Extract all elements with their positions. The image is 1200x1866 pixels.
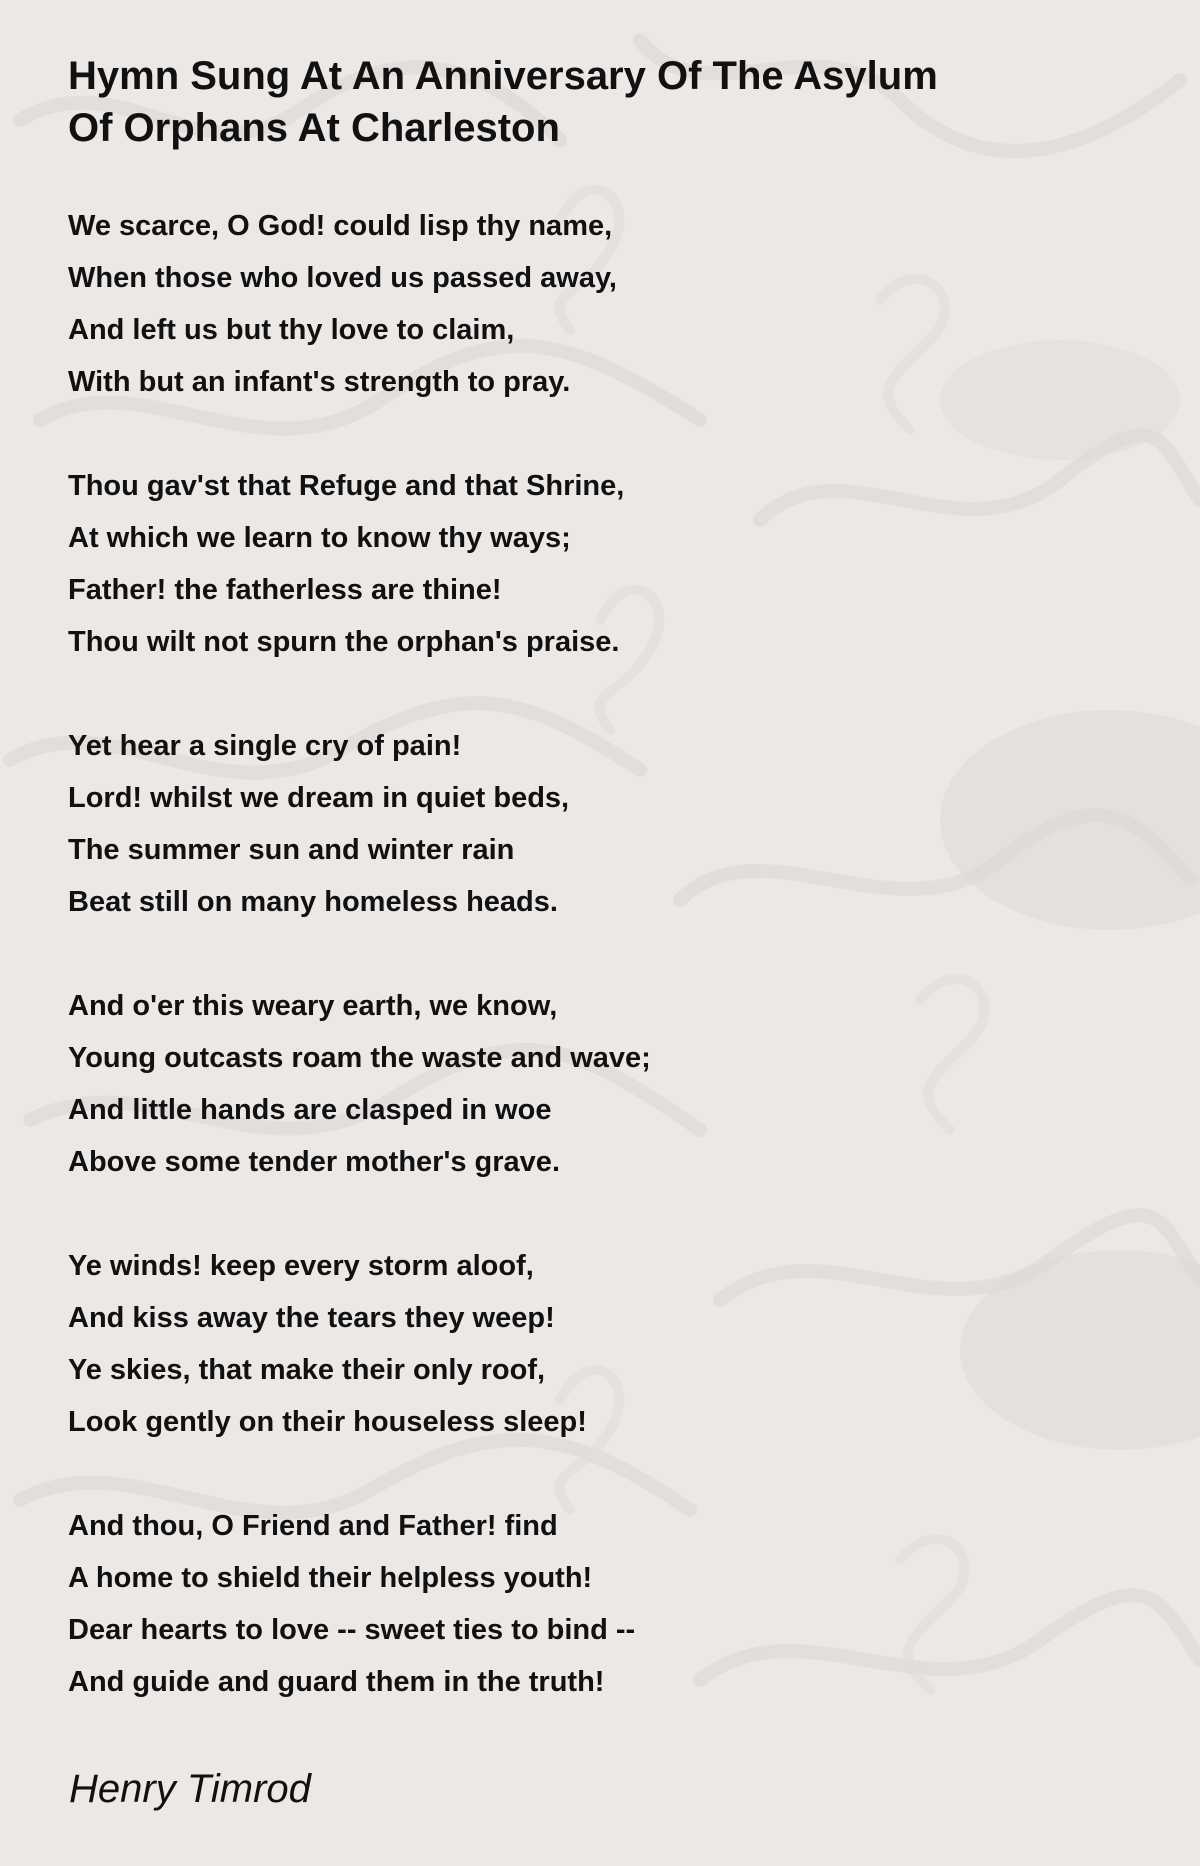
poem-line: And o'er this weary earth, we know, [68,990,558,1022]
poem-line: Yet hear a single cry of pain! [68,730,462,762]
poem-line: And left us but thy love to claim, [68,314,515,346]
poem-line: A home to shield their helpless youth! [68,1562,593,1594]
poem-body [68,200,1068,1760]
poem-line: And guide and guard them in the truth! [68,1666,605,1698]
poem-line: Dear hearts to love -- sweet ties to bind -- [68,1614,636,1646]
stanza-3 [68,720,1068,928]
title-line-2: Of Orphans At Charleston [68,106,560,150]
poem-line: Lord! whilst we dream in quiet beds, [68,782,570,814]
title-line-1: Hymn Sung At An Anniversary Of The Asylum [68,54,938,98]
stanza-2 [68,460,1068,668]
stanza-1 [68,200,1068,408]
stanza-5 [68,1240,1068,1448]
poem-line: Father! the fatherless are thine! [68,574,502,606]
poem-line: When those who loved us passed away, [68,262,617,294]
poem-line: And little hands are clasped in woe [68,1094,552,1126]
poem-line: Young outcasts roam the waste and wave; [68,1042,651,1074]
poem-line: Thou gav'st that Refuge and that Shrine, [68,470,625,502]
poem-line: The summer sun and winter rain [68,834,515,866]
poem-line: At which we learn to know thy ways; [68,522,571,554]
poem-line: And kiss away the tears they weep! [68,1302,555,1334]
poem-line: Above some tender mother's grave. [68,1146,560,1178]
poem-line: Look gently on their houseless sleep! [68,1406,587,1438]
poem-line: And thou, O Friend and Father! find [68,1510,558,1542]
poem-line: Beat still on many homeless heads. [68,886,558,918]
poem-line: With but an infant's strength to pray. [68,366,571,398]
stanza-4 [68,980,1068,1188]
poem-author: Henry Timrod [69,1767,311,1811]
poem-line: Ye skies, that make their only roof, [68,1354,546,1386]
poem-title [68,50,1068,154]
poem-line: We scarce, O God! could lisp thy name, [68,210,613,242]
poem-line: Ye winds! keep every storm aloof, [68,1250,534,1282]
poem-line: Thou wilt not spurn the orphan's praise. [68,626,620,658]
stanza-6 [68,1500,1068,1708]
